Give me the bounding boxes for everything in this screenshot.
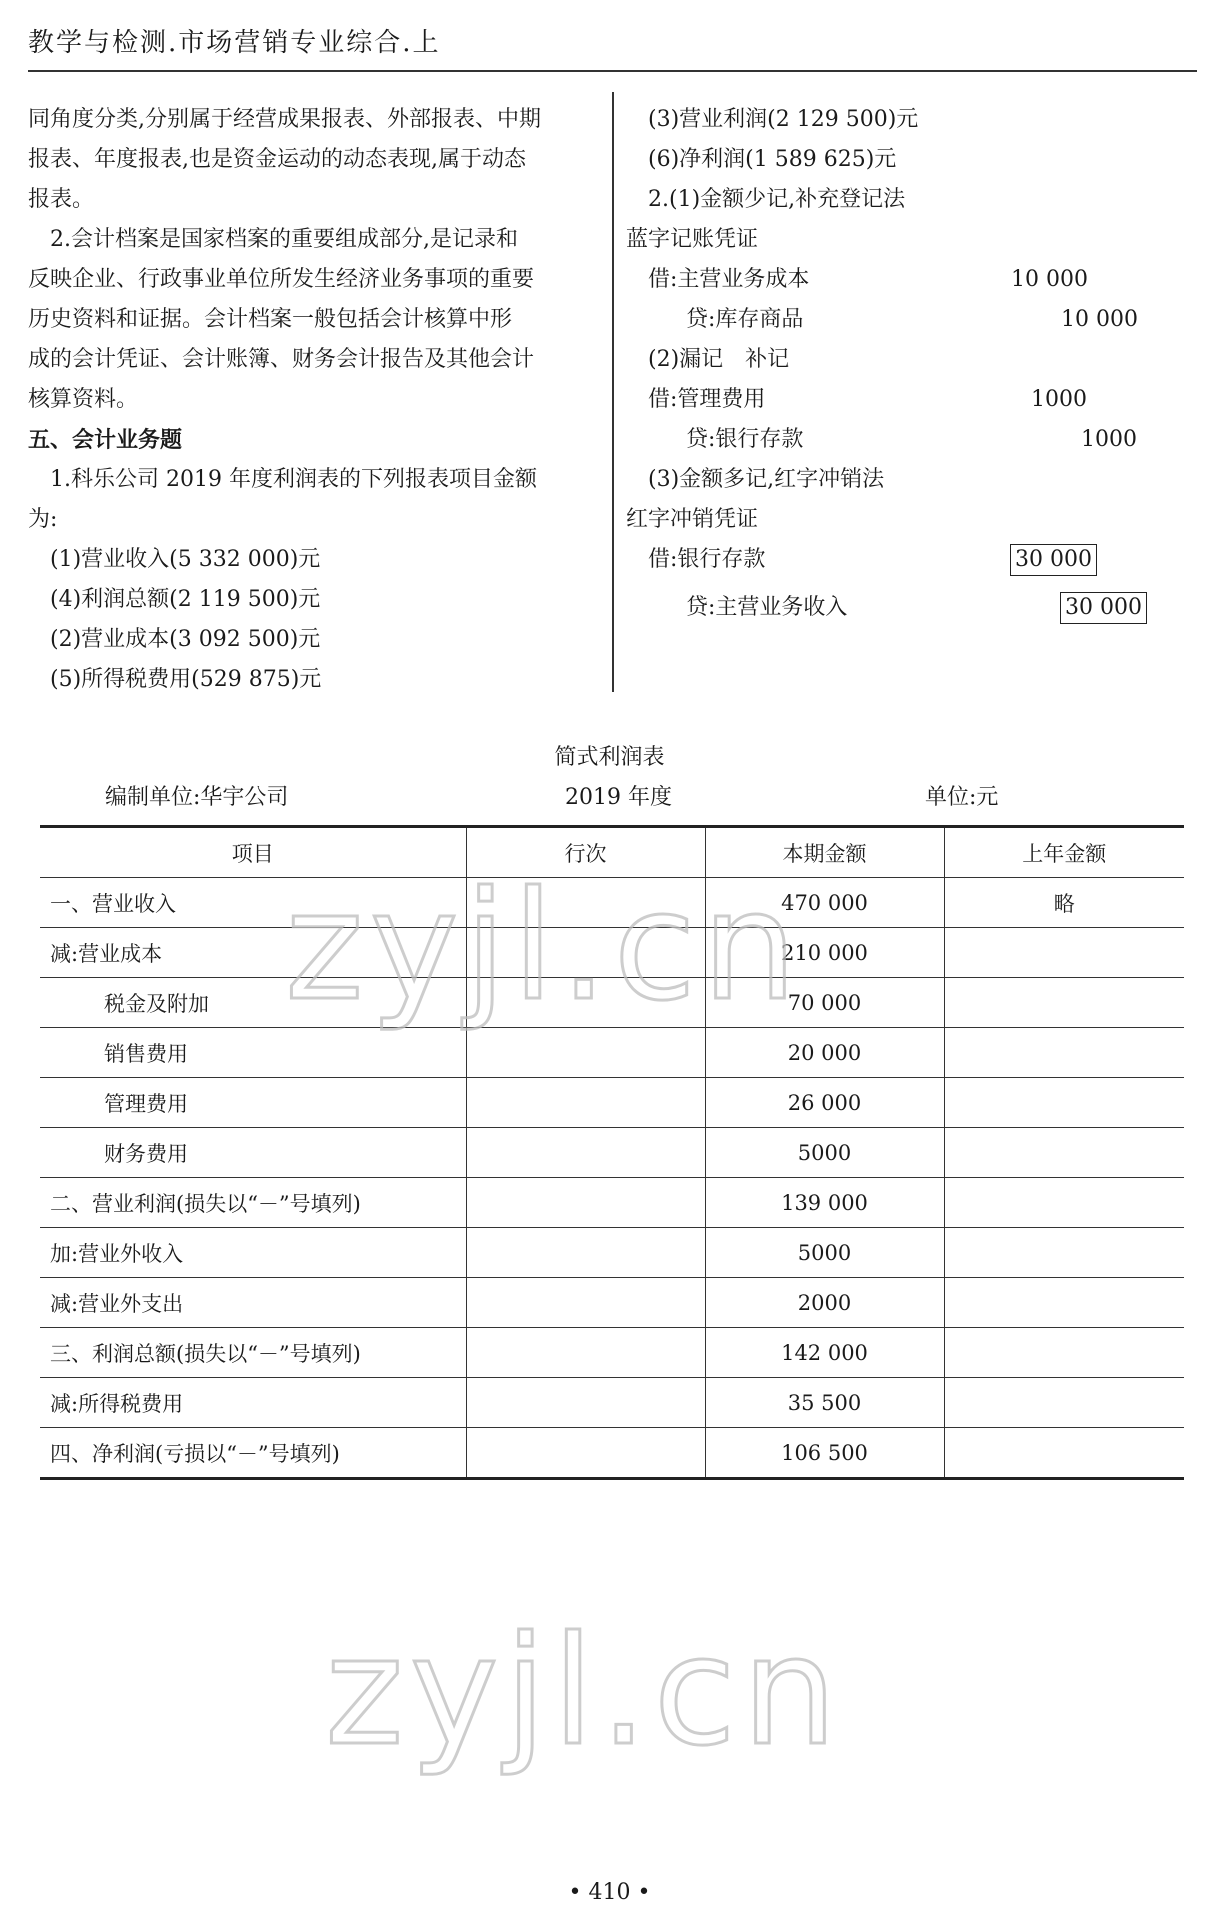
cell-prior	[944, 1178, 1184, 1228]
preparing-unit: 编制单位:华宇公司	[105, 785, 289, 810]
red-ink-debit-amount: 30 000	[1010, 544, 1097, 576]
column-divider	[612, 92, 614, 692]
text-line: 报表。	[28, 187, 95, 212]
cell-current: 470 000	[705, 878, 944, 928]
cell-line	[466, 1128, 705, 1178]
currency-unit: 单位:元	[925, 785, 999, 810]
cell-item: 减:所得税费用	[40, 1378, 466, 1428]
question-text: 2.(1)金额少记,补充登记法	[648, 187, 906, 212]
cell-current: 26 000	[705, 1078, 944, 1128]
right-column	[626, 100, 1196, 636]
cell-line	[466, 1378, 705, 1428]
cell-line	[466, 1078, 705, 1128]
table-row	[40, 1128, 1184, 1178]
cell-current: 20 000	[705, 1028, 944, 1078]
table-row	[40, 1428, 1184, 1479]
cell-prior	[944, 1378, 1184, 1428]
credit-account: 贷:主营业务收入	[686, 595, 848, 620]
cell-current: 70 000	[705, 978, 944, 1028]
column-header: 行次	[466, 827, 705, 878]
cell-current: 35 500	[705, 1378, 944, 1428]
cell-line	[466, 1178, 705, 1228]
cell-item: 三、利润总额(损失以“－”号填列)	[40, 1328, 466, 1378]
text-line: 成的会计凭证、会计账簿、财务会计报告及其他会计	[28, 347, 535, 372]
question-text: 1.科乐公司 2019 年度利润表的下列报表项目金额	[50, 467, 537, 492]
credit-amount: 1000	[1081, 427, 1137, 452]
debit-account: 借:银行存款	[648, 547, 766, 572]
debit-account: 借:主营业务成本	[648, 267, 810, 292]
cell-item: 税金及附加	[40, 978, 466, 1028]
answer-item: (2)营业成本(3 092 500)元	[50, 627, 321, 652]
text-line: 核算资料。	[28, 387, 139, 412]
text-line: 2.会计档案是国家档案的重要组成部分,是记录和	[50, 227, 518, 252]
left-column	[28, 100, 598, 700]
credit-account: 贷:银行存款	[686, 427, 804, 452]
journal-debit-line	[626, 260, 1196, 300]
answer-item: (1)营业收入(5 332 000)元	[50, 547, 321, 572]
cell-item: 减:营业成本	[40, 928, 466, 978]
voucher-title: 蓝字记账凭证	[626, 227, 759, 252]
text-line: 同角度分类,分别属于经营成果报表、外部报表、中期	[28, 107, 541, 132]
cell-current: 142 000	[705, 1328, 944, 1378]
section-heading: 五、会计业务题	[28, 427, 183, 453]
answer-item: (3)营业利润(2 129 500)元	[648, 107, 919, 132]
page-number: • 410 •	[568, 1880, 651, 1905]
credit-amount: 10 000	[1061, 307, 1138, 332]
cell-current: 5000	[705, 1228, 944, 1278]
cell-line	[466, 1278, 705, 1328]
cell-prior	[944, 1278, 1184, 1328]
table-row	[40, 1228, 1184, 1278]
answer-item: (4)利润总额(2 119 500)元	[50, 587, 321, 612]
credit-account: 贷:库存商品	[686, 307, 804, 332]
journal-debit-line	[626, 380, 1196, 420]
cell-prior	[944, 1228, 1184, 1278]
cell-item: 减:营业外支出	[40, 1278, 466, 1328]
watermark: zyjl.cn	[285, 860, 804, 1034]
text-line: 报表、年度报表,也是资金运动的动态表现,属于动态	[28, 147, 526, 172]
table-title: 简式利润表	[554, 745, 665, 770]
report-year: 2019 年度	[565, 785, 672, 810]
cell-item: 二、营业利润(损失以“－”号填列)	[40, 1178, 466, 1228]
table-row	[40, 1378, 1184, 1428]
running-header: 教学与检测.市场营销专业综合.上	[28, 28, 441, 58]
cell-item: 财务费用	[40, 1128, 466, 1178]
table-row	[40, 1078, 1184, 1128]
cell-item: 一、营业收入	[40, 878, 466, 928]
column-header: 上年金额	[944, 827, 1184, 878]
header-rule	[28, 70, 1197, 72]
question-text: (3)金额多记,红字冲销法	[648, 467, 885, 492]
cell-current: 5000	[705, 1128, 944, 1178]
cell-prior	[944, 1078, 1184, 1128]
text-line: 历史资料和证据。会计档案一般包括会计核算中形	[28, 307, 513, 332]
question-text: 为:	[28, 507, 58, 532]
cell-item: 销售费用	[40, 1028, 466, 1078]
cell-current: 139 000	[705, 1178, 944, 1228]
answer-item: (6)净利润(1 589 625)元	[648, 147, 897, 172]
voucher-title: 红字冲销凭证	[626, 507, 759, 532]
red-ink-credit-amount: 30 000	[1060, 592, 1147, 624]
debit-amount: 1000	[1031, 387, 1087, 412]
table-row	[40, 1028, 1184, 1078]
cell-prior	[944, 1328, 1184, 1378]
column-header: 本期金额	[705, 827, 944, 878]
cell-line	[466, 1028, 705, 1078]
answer-item: (5)所得税费用(529 875)元	[50, 667, 322, 692]
cell-prior	[944, 978, 1184, 1028]
text-line: 反映企业、行政事业单位所发生经济业务事项的重要	[28, 267, 535, 292]
watermark: zyjl.cn	[325, 1605, 844, 1779]
debit-amount: 10 000	[1011, 267, 1088, 292]
journal-credit-line	[626, 588, 1196, 636]
cell-line	[466, 1228, 705, 1278]
cell-current: 106 500	[705, 1428, 944, 1479]
journal-credit-line	[626, 420, 1196, 460]
journal-debit-line	[626, 540, 1196, 588]
cell-prior	[944, 1028, 1184, 1078]
column-header: 项目	[40, 827, 466, 878]
cell-line	[466, 1428, 705, 1479]
debit-account: 借:管理费用	[648, 387, 766, 412]
cell-prior	[944, 1128, 1184, 1178]
cell-prior	[944, 928, 1184, 978]
cell-current: 210 000	[705, 928, 944, 978]
cell-item: 加:营业外收入	[40, 1228, 466, 1278]
table-row	[40, 1328, 1184, 1378]
table-row	[40, 1278, 1184, 1328]
cell-current: 2000	[705, 1278, 944, 1328]
cell-item: 四、净利润(亏损以“－”号填列)	[40, 1428, 466, 1479]
table-row	[40, 1178, 1184, 1228]
cell-item: 管理费用	[40, 1078, 466, 1128]
cell-line	[466, 1328, 705, 1378]
cell-prior	[944, 1428, 1184, 1479]
question-text: (2)漏记 补记	[648, 347, 790, 372]
cell-prior: 略	[944, 878, 1184, 928]
journal-credit-line	[626, 300, 1196, 340]
